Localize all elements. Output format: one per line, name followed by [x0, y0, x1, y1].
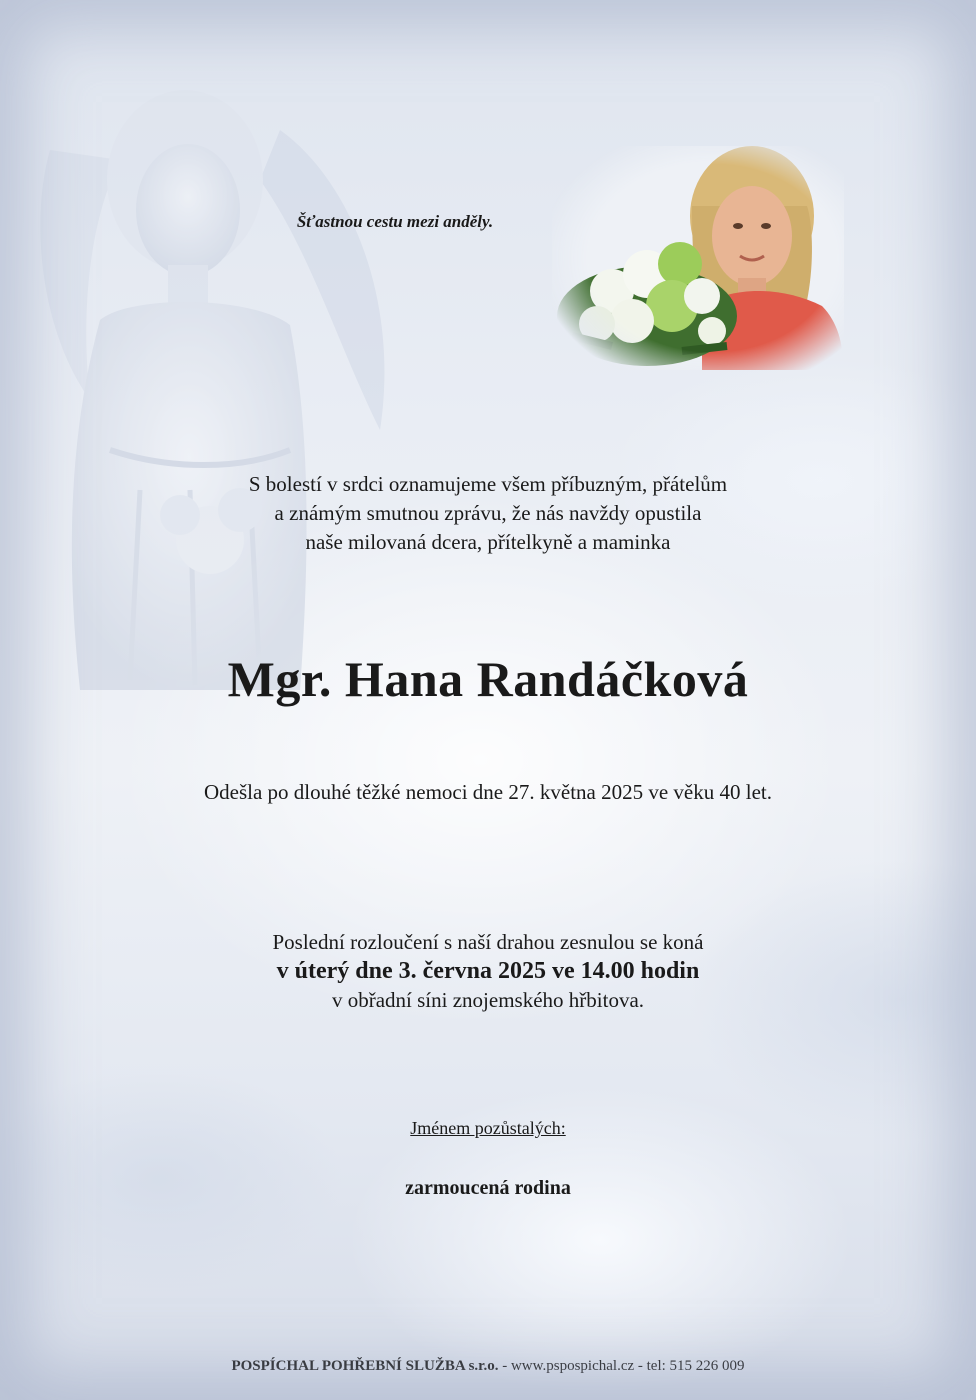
announcement-text [0, 470, 976, 557]
farewell-info [0, 928, 976, 1015]
death-notice: Odešla po dlouhé těžké nemoci dne 27. května 2025 ve věku 40 let. [203, 780, 772, 804]
deceased-name: Mgr. Hana Randáčková [227, 651, 749, 707]
announcement-line: naše milovaná dcera, přítelkyně a maminka [305, 530, 671, 554]
announcement-line: a známým smutnou zprávu, že nás navždy opustila [274, 501, 702, 525]
on-behalf-label: Jménem pozůstalých: [410, 1118, 566, 1138]
farewell-datetime: v úterý dne 3. června 2025 ve 14.00 hodin [276, 958, 700, 984]
footer-contact: - www.pspospichal.cz - tel: 515 226 009 [498, 1358, 745, 1374]
farewell-place: v obřadní síni znojemského hřbitova. [331, 988, 645, 1012]
farewell-intro: Poslední rozloučení s naší drahou zesnulou se koná [272, 930, 704, 954]
announcement-line: S bolestí v srdci oznamujeme všem příbuzným, přátelům [248, 472, 728, 496]
footer [0, 1358, 976, 1375]
motto: Šťastnou cestu mezi anděly. [296, 212, 494, 231]
signature: zarmoucená rodina [405, 1177, 571, 1199]
portrait-photo [552, 146, 844, 370]
footer-company: POSPÍCHAL POHŘEBNÍ SLUŽBA s.r.o. [231, 1358, 499, 1374]
